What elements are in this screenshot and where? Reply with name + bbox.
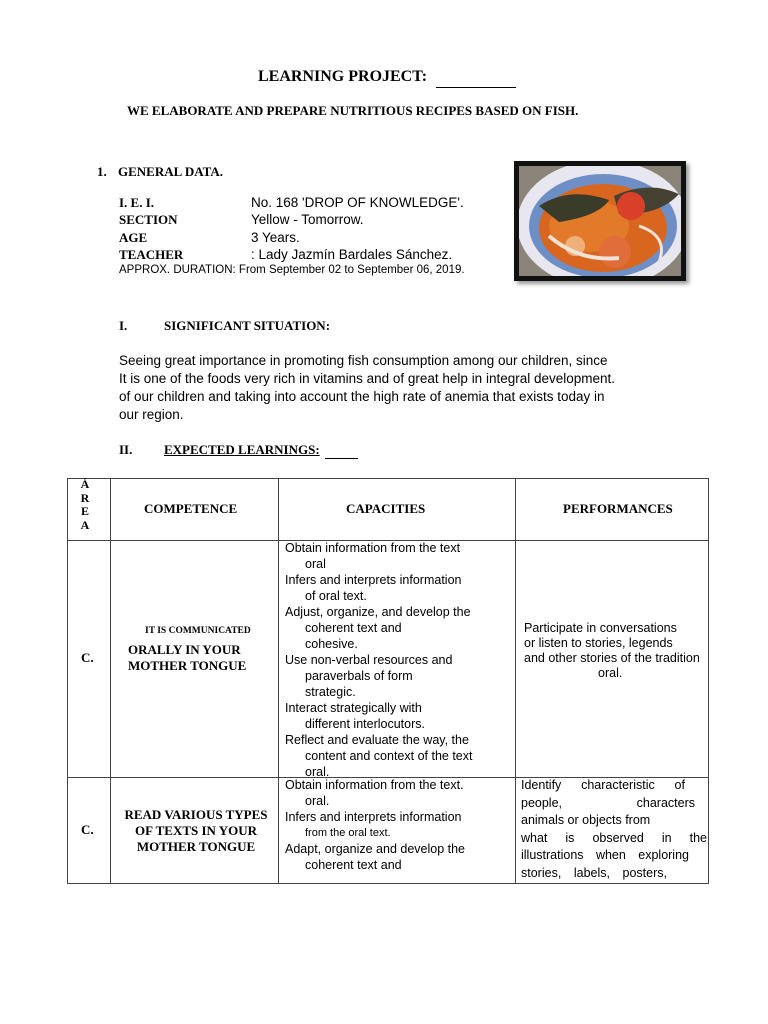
- duration-text: APPROX. DURATION: From September 02 to September 06, 2019.: [119, 264, 465, 276]
- capacity-item: Adapt, organize and develop the: [285, 842, 465, 856]
- age-value: 3 Years.: [251, 230, 300, 245]
- capacities-header: CAPACITIES: [346, 501, 426, 516]
- title-underline: [436, 87, 516, 88]
- iei-label: I. E. I.: [119, 195, 155, 210]
- section-label: SECTION: [119, 212, 178, 227]
- capacity-item: Obtain information from the text.: [285, 778, 464, 792]
- row2-performances: [521, 777, 708, 882]
- general-data-heading: GENERAL DATA.: [118, 164, 223, 179]
- fish-dish-illustration: [519, 166, 681, 276]
- area-header: Á R E A: [80, 477, 90, 532]
- row1-competence: ORALLY IN YOUR MOTHER TONGUE: [128, 642, 247, 673]
- paragraph-line: our region.: [119, 407, 184, 422]
- row1-performances: Participate in conversations or listen to stories, legends and other stories of the tradition oral.: [524, 621, 700, 680]
- row1-area: C.: [81, 650, 94, 665]
- teacher-value: : Lady Jazmín Bardales Sánchez.: [251, 247, 453, 262]
- paragraph-line: It is one of the foods very rich in vitamins and of great help in integral development.: [119, 371, 616, 386]
- teacher-label: TEACHER: [119, 247, 184, 262]
- capacity-item: Infers and interprets information: [285, 810, 462, 824]
- project-subtitle: WE ELABORATE AND PREPARE NUTRITIOUS RECIPES BASED ON FISH.: [127, 103, 579, 118]
- paragraph-line: Seeing great importance in promoting fish consumption among our children, since: [119, 353, 608, 368]
- fish-dish-photo: [514, 161, 686, 281]
- iei-value: No. 168 'DROP OF KNOWLEDGE'.: [251, 195, 464, 210]
- performances-header: PERFORMANCES: [563, 501, 673, 516]
- expected-learnings-heading: EXPECTED LEARNINGS:: [164, 442, 320, 457]
- significant-situation-heading: SIGNIFICANT SITUATION:: [164, 318, 331, 333]
- general-data-number: 1.: [97, 164, 107, 179]
- row2-capacities: Obtain information from the text. oral. Infers and interprets information from the oral text. Adapt, organize and develop the coherent text and: [285, 778, 465, 872]
- page-title: LEARNING PROJECT:: [258, 68, 428, 85]
- capacity-item: Infers and interprets information: [285, 573, 462, 587]
- row2-area: C.: [81, 822, 94, 837]
- significant-situation-number: I.: [119, 318, 128, 333]
- performance-line: Identify characteristic of: [521, 778, 685, 792]
- expected-learnings-number: II.: [119, 442, 133, 457]
- performance-line: people, characters: [521, 795, 695, 810]
- competence-header: COMPETENCE: [144, 501, 238, 516]
- capacity-item: Adjust, organize, and develop the: [285, 605, 471, 619]
- learnings-table: [67, 478, 709, 884]
- performance-line: stories, labels, posters,: [521, 865, 667, 880]
- capacity-item: Reflect and evaluate the way, the: [285, 733, 469, 747]
- capacity-item: Obtain information from the text: [285, 541, 461, 555]
- capacity-item: Use non-verbal resources and: [285, 653, 453, 667]
- row1-competence-small: IT IS COMMUNICATED: [145, 626, 251, 636]
- performance-line: what is observed in the: [521, 830, 707, 845]
- performance-line: animals or objects from: [521, 813, 651, 827]
- paragraph-line: of our children and taking into account the high rate of anemia that exists today in: [119, 389, 605, 404]
- age-label: AGE: [119, 230, 148, 245]
- section-value: Yellow - Tomorrow.: [251, 212, 364, 227]
- performance-line: illustrations when exploring: [521, 848, 689, 862]
- significant-situation-paragraph: [119, 352, 639, 424]
- row2-competence: READ VARIOUS TYPES OF TEXTS IN YOUR MOTHER TONGUE: [124, 807, 268, 854]
- row1-capacities: Obtain information from the text oral Infers and interprets information of oral text. Adjust, organize, and develop the coherent text and cohesive. Use non-verbal resources and paraverbals of form strategic. Interact strategically with different interlocutors. Reflect and evaluate the way, the content and context of the text oral.: [285, 541, 473, 779]
- heading-underline: [325, 458, 358, 459]
- capacity-item: Interact strategically with: [285, 701, 422, 715]
